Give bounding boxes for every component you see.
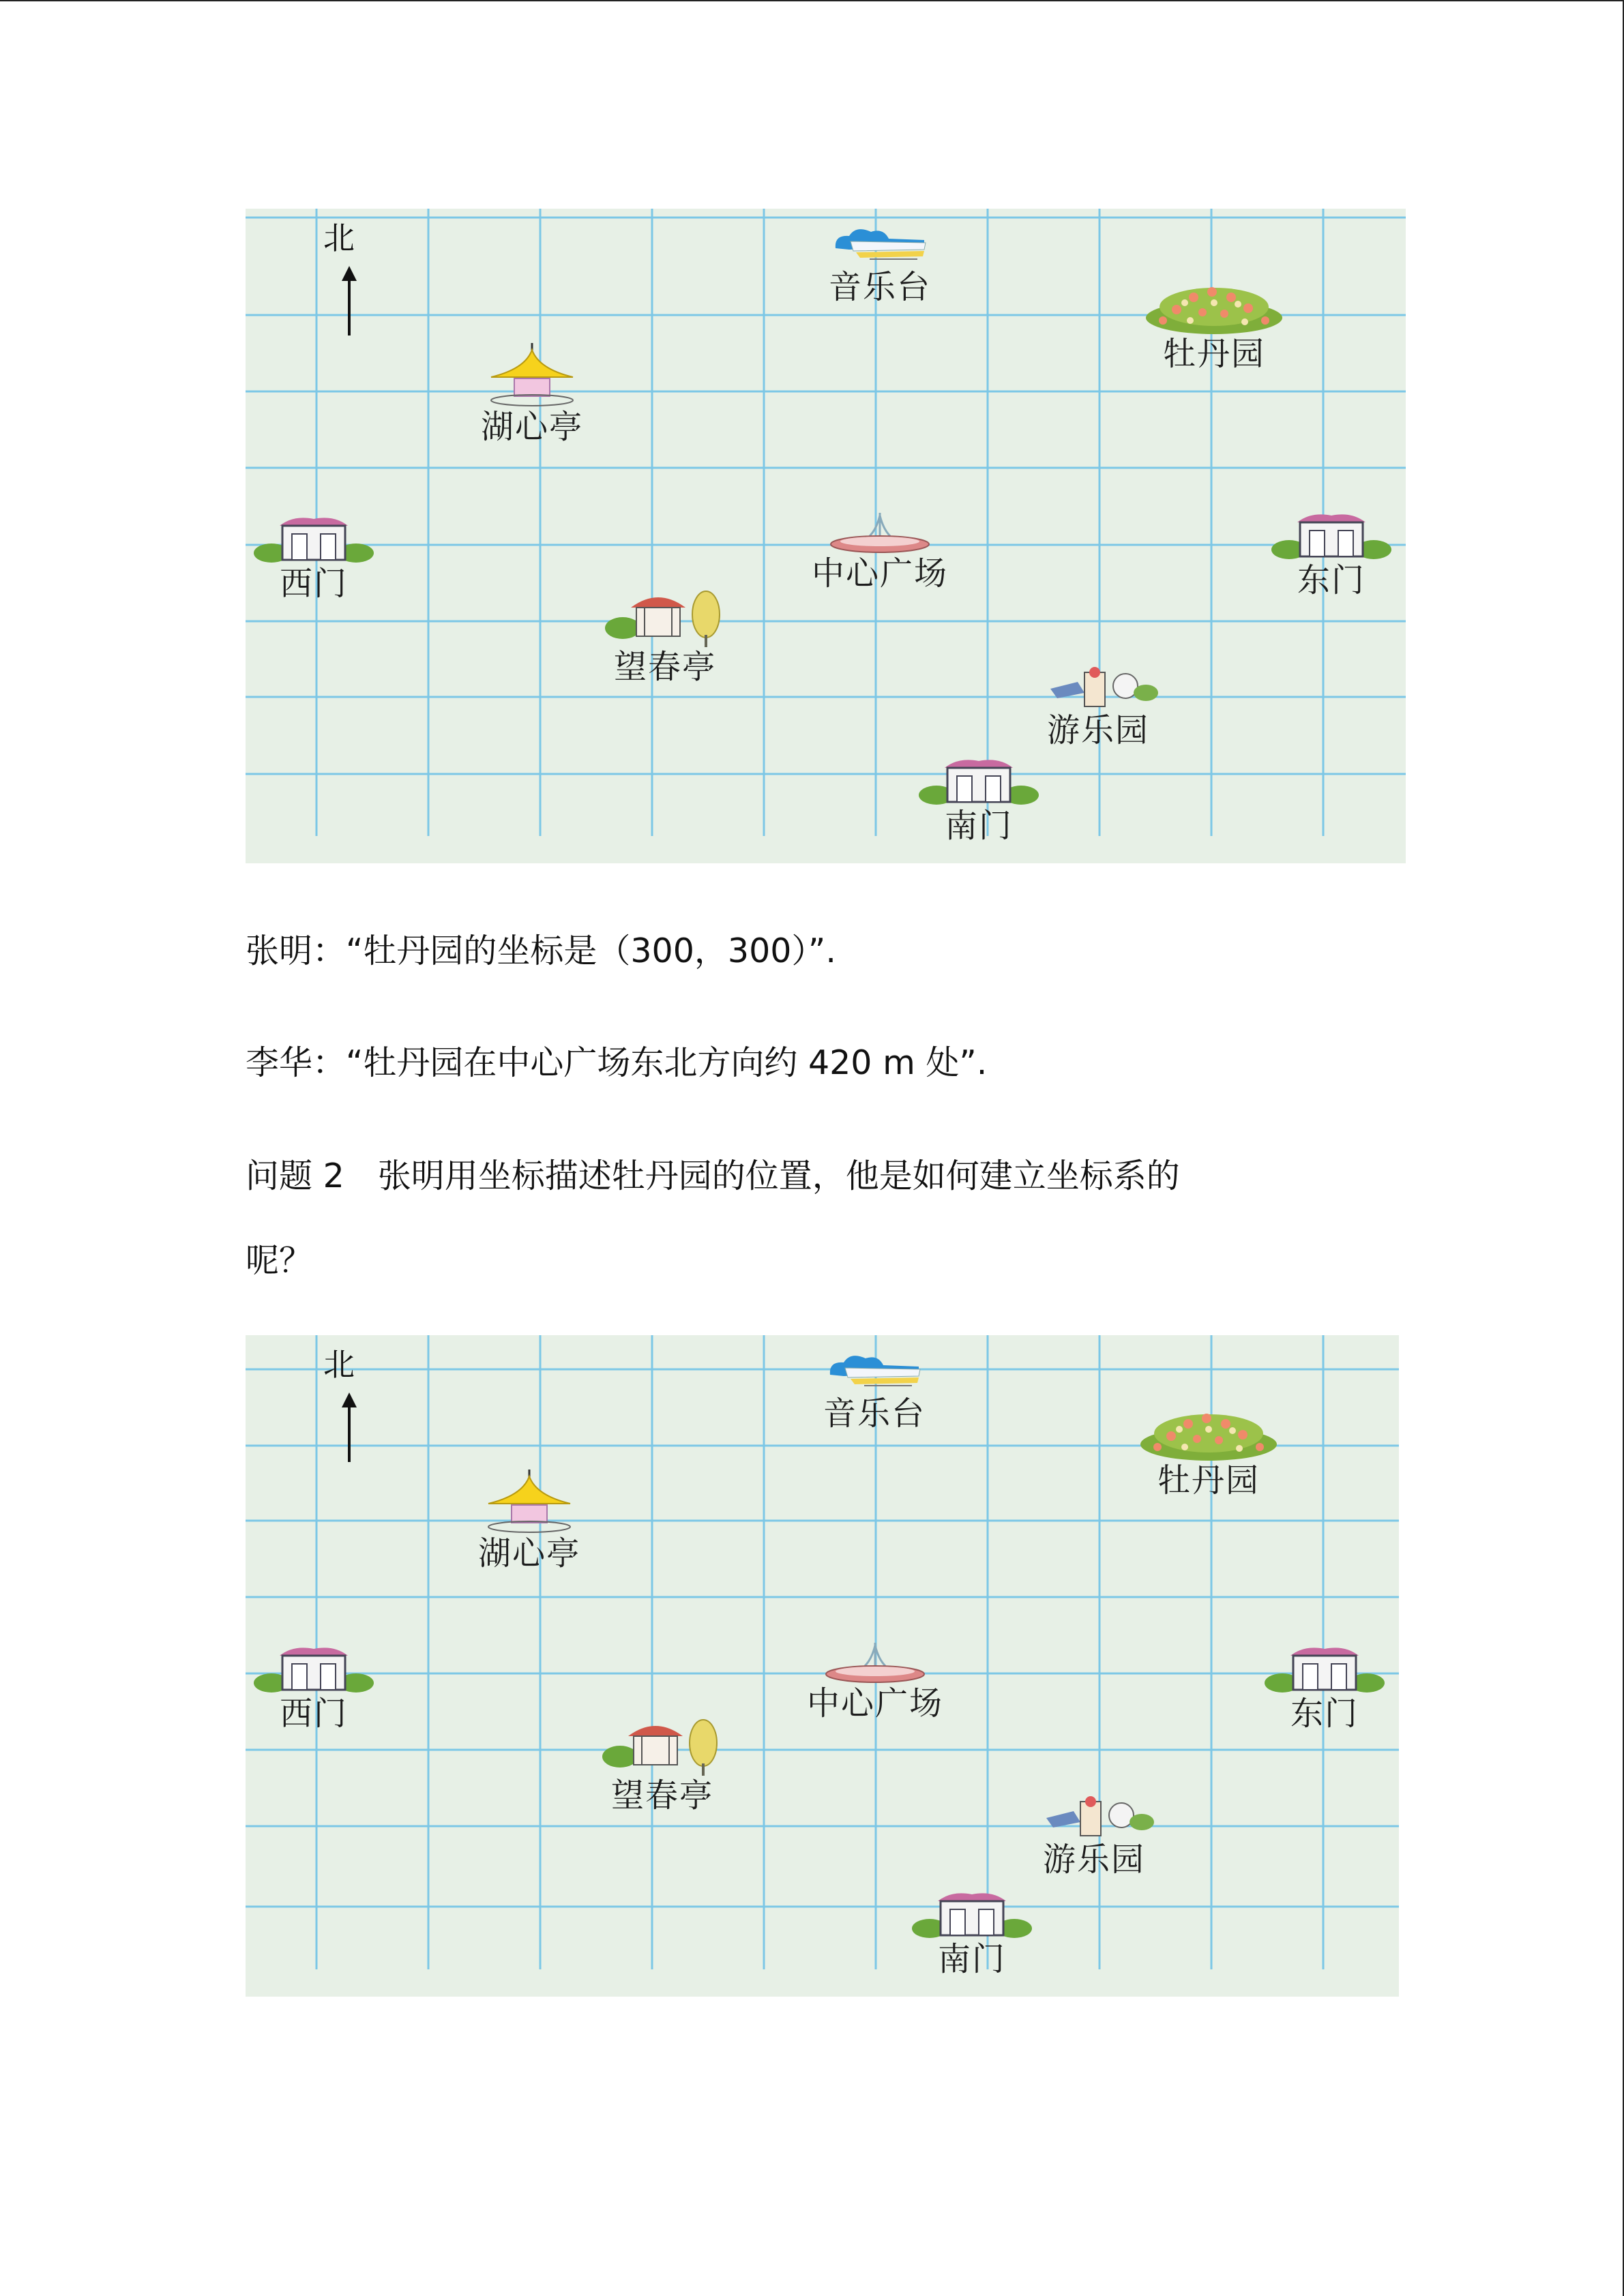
south-gate-icon bbox=[911, 1888, 1033, 1942]
north-indicator bbox=[323, 1346, 355, 1383]
zhangming-statement: 张明：“牡丹园的坐标是（300，300）”. bbox=[246, 931, 836, 970]
question-2-line-2: 呢？ bbox=[246, 1241, 313, 1280]
place-label: 东门 bbox=[1290, 1695, 1359, 1733]
place-label: 东门 bbox=[1297, 561, 1365, 599]
park-map-1 bbox=[246, 209, 1406, 863]
wangchun-pavilion-icon bbox=[601, 1716, 724, 1778]
east-gate-icon bbox=[1263, 1642, 1386, 1697]
place-music-stage bbox=[806, 1349, 943, 1431]
place-central-square bbox=[781, 509, 979, 591]
place-label: 牡丹园 bbox=[1157, 1461, 1260, 1500]
central-square-fountain-icon bbox=[822, 509, 938, 556]
place-peony-garden bbox=[1132, 282, 1296, 371]
place-label: 南门 bbox=[937, 1940, 1006, 1978]
lake-pavilion-icon bbox=[475, 1468, 584, 1536]
amusement-park-icon bbox=[1037, 666, 1160, 713]
music-stage-icon bbox=[829, 222, 931, 270]
place-lake-pavilion bbox=[464, 342, 600, 444]
place-amusement-park bbox=[1023, 666, 1173, 747]
wangchun-pavilion-icon bbox=[604, 587, 726, 650]
west-gate-icon bbox=[252, 1642, 375, 1697]
place-label: 音乐台 bbox=[823, 1395, 926, 1433]
place-label: 游乐园 bbox=[1046, 711, 1149, 749]
north-arrow-icon bbox=[348, 1405, 351, 1462]
place-label: 南门 bbox=[944, 807, 1013, 845]
west-gate-icon bbox=[252, 512, 375, 567]
north-label: 北 bbox=[323, 220, 355, 256]
place-music-stage bbox=[812, 222, 948, 304]
lake-pavilion-icon bbox=[477, 342, 587, 410]
place-wangchun-pavilion bbox=[587, 587, 743, 684]
place-label: 中心广场 bbox=[806, 1684, 943, 1723]
place-label: 湖心亭 bbox=[477, 1534, 580, 1572]
question-2-line-1: 问题 2 张明用坐标描述牡丹园的位置，他是如何建立坐标系的 bbox=[246, 1157, 1180, 1195]
place-west-gate bbox=[252, 1642, 375, 1731]
place-label: 牡丹园 bbox=[1162, 335, 1265, 373]
park-map-2 bbox=[246, 1335, 1399, 1997]
place-east-gate bbox=[1270, 509, 1393, 597]
place-label: 望春亭 bbox=[613, 648, 716, 686]
place-label: 西门 bbox=[279, 565, 348, 603]
north-label: 北 bbox=[323, 1346, 355, 1383]
peony-garden-icon bbox=[1137, 1409, 1280, 1463]
place-label: 西门 bbox=[279, 1695, 348, 1733]
place-east-gate bbox=[1263, 1642, 1386, 1731]
lihua-statement: 李华：“牡丹园在中心广场东北方向约 420 m 处”. bbox=[246, 1043, 988, 1082]
place-label: 音乐台 bbox=[828, 268, 931, 306]
place-peony-garden bbox=[1127, 1409, 1290, 1500]
place-west-gate bbox=[252, 512, 375, 601]
north-arrow-icon bbox=[348, 278, 351, 336]
place-label: 游乐园 bbox=[1042, 1840, 1145, 1879]
place-wangchun-pavilion bbox=[584, 1716, 741, 1813]
place-central-square bbox=[776, 1639, 974, 1723]
place-label: 望春亭 bbox=[610, 1776, 713, 1815]
north-indicator bbox=[323, 222, 355, 254]
place-south-gate bbox=[914, 754, 1044, 843]
place-label: 湖心亭 bbox=[480, 408, 583, 446]
amusement-park-icon bbox=[1033, 1795, 1155, 1843]
place-south-gate bbox=[907, 1888, 1037, 1976]
place-lake-pavilion bbox=[461, 1468, 597, 1570]
peony-garden-icon bbox=[1142, 282, 1286, 337]
south-gate-icon bbox=[917, 754, 1040, 809]
east-gate-icon bbox=[1270, 509, 1393, 563]
place-label: 中心广场 bbox=[811, 554, 948, 593]
music-stage-icon bbox=[823, 1349, 926, 1397]
place-amusement-park bbox=[1019, 1795, 1169, 1877]
central-square-fountain-icon bbox=[817, 1639, 933, 1686]
